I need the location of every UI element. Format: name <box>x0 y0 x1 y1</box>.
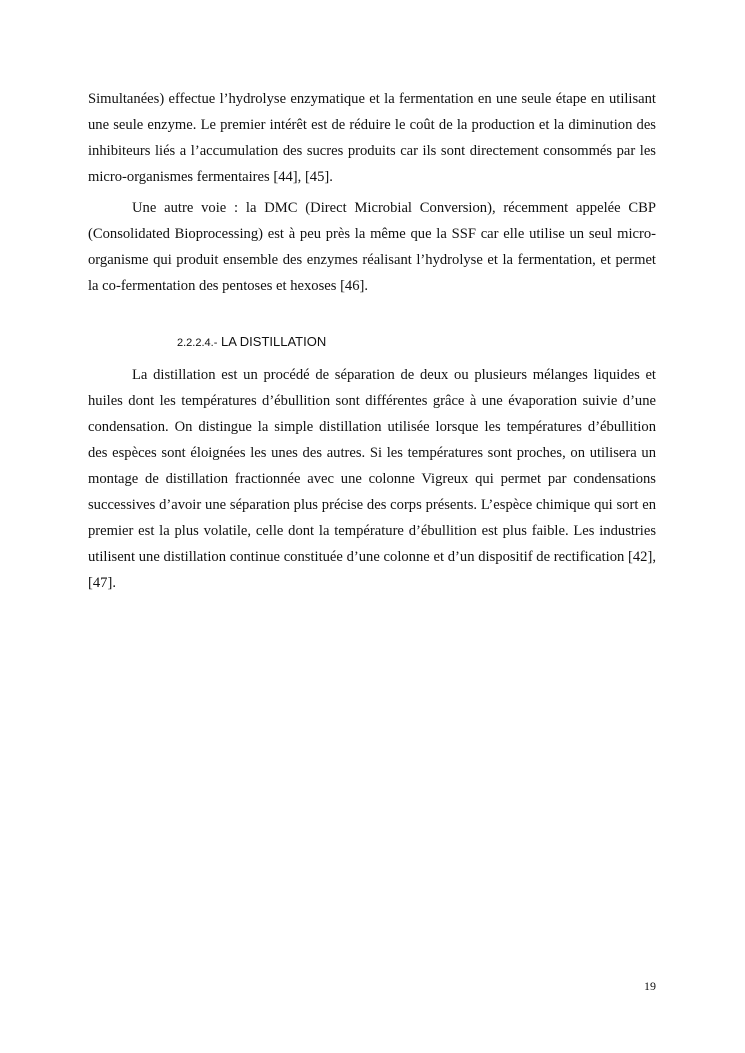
paragraph-block <box>88 362 656 596</box>
section-title: LA DISTILLATION <box>220 334 327 349</box>
paragraph-ssf-continuation: Simultanées) effectue l’hydrolyse enzymatique et la fermentation en une seule étape en utilisant une seule enzyme. Le premier intérêt est de réduire le coût de la production et la diminution des inhibiteurs liés a l’accumulation des sucres produits car ils sont directement consommés par les micro-organismes fermentaires [44], [45]. <box>88 91 656 185</box>
paragraph-block <box>88 195 656 299</box>
page-number: 19 <box>644 979 656 993</box>
section-number: 2.2.2.4.- <box>177 337 218 349</box>
paragraph-block <box>88 86 656 190</box>
paragraph-distillation: La distillation est un procédé de séparation de deux ou plusieurs mélanges liquides et huiles dont les températures d’ébullition sont différentes grâce à une évaporation suivie d’une condensation. On distingue la simple distillation utilisée lorsque les températures d’ébullition des espèces sont éloignées les unes des autres. Si les températures sont proches, on utilisera un montage de distillation fractionnée avec une colonne Vigreux qui permet par condensations successives d’avoir une séparation plus précise des corps présents. L’espèce chimique qui sort en premier est la plus volatile, celle dont la température d’ébullition est plus faible. Les industries utilisent une distillation continue constituée d’une colonne et d’un dispositif de rectification [42], [47]. <box>88 367 656 591</box>
paragraph-dmc: Une autre voie : la DMC (Direct Microbial Conversion), récemment appelée CBP (Consolidated Bioprocessing) est à peu près la même que la SSF car elle utilise un seul micro-organisme qui produit ensemble des enzymes réalisant l’hydrolyse et la fermentation, et permet la co-fermentation des pentoses et hexoses [46]. <box>88 200 656 294</box>
section-heading <box>177 333 326 352</box>
